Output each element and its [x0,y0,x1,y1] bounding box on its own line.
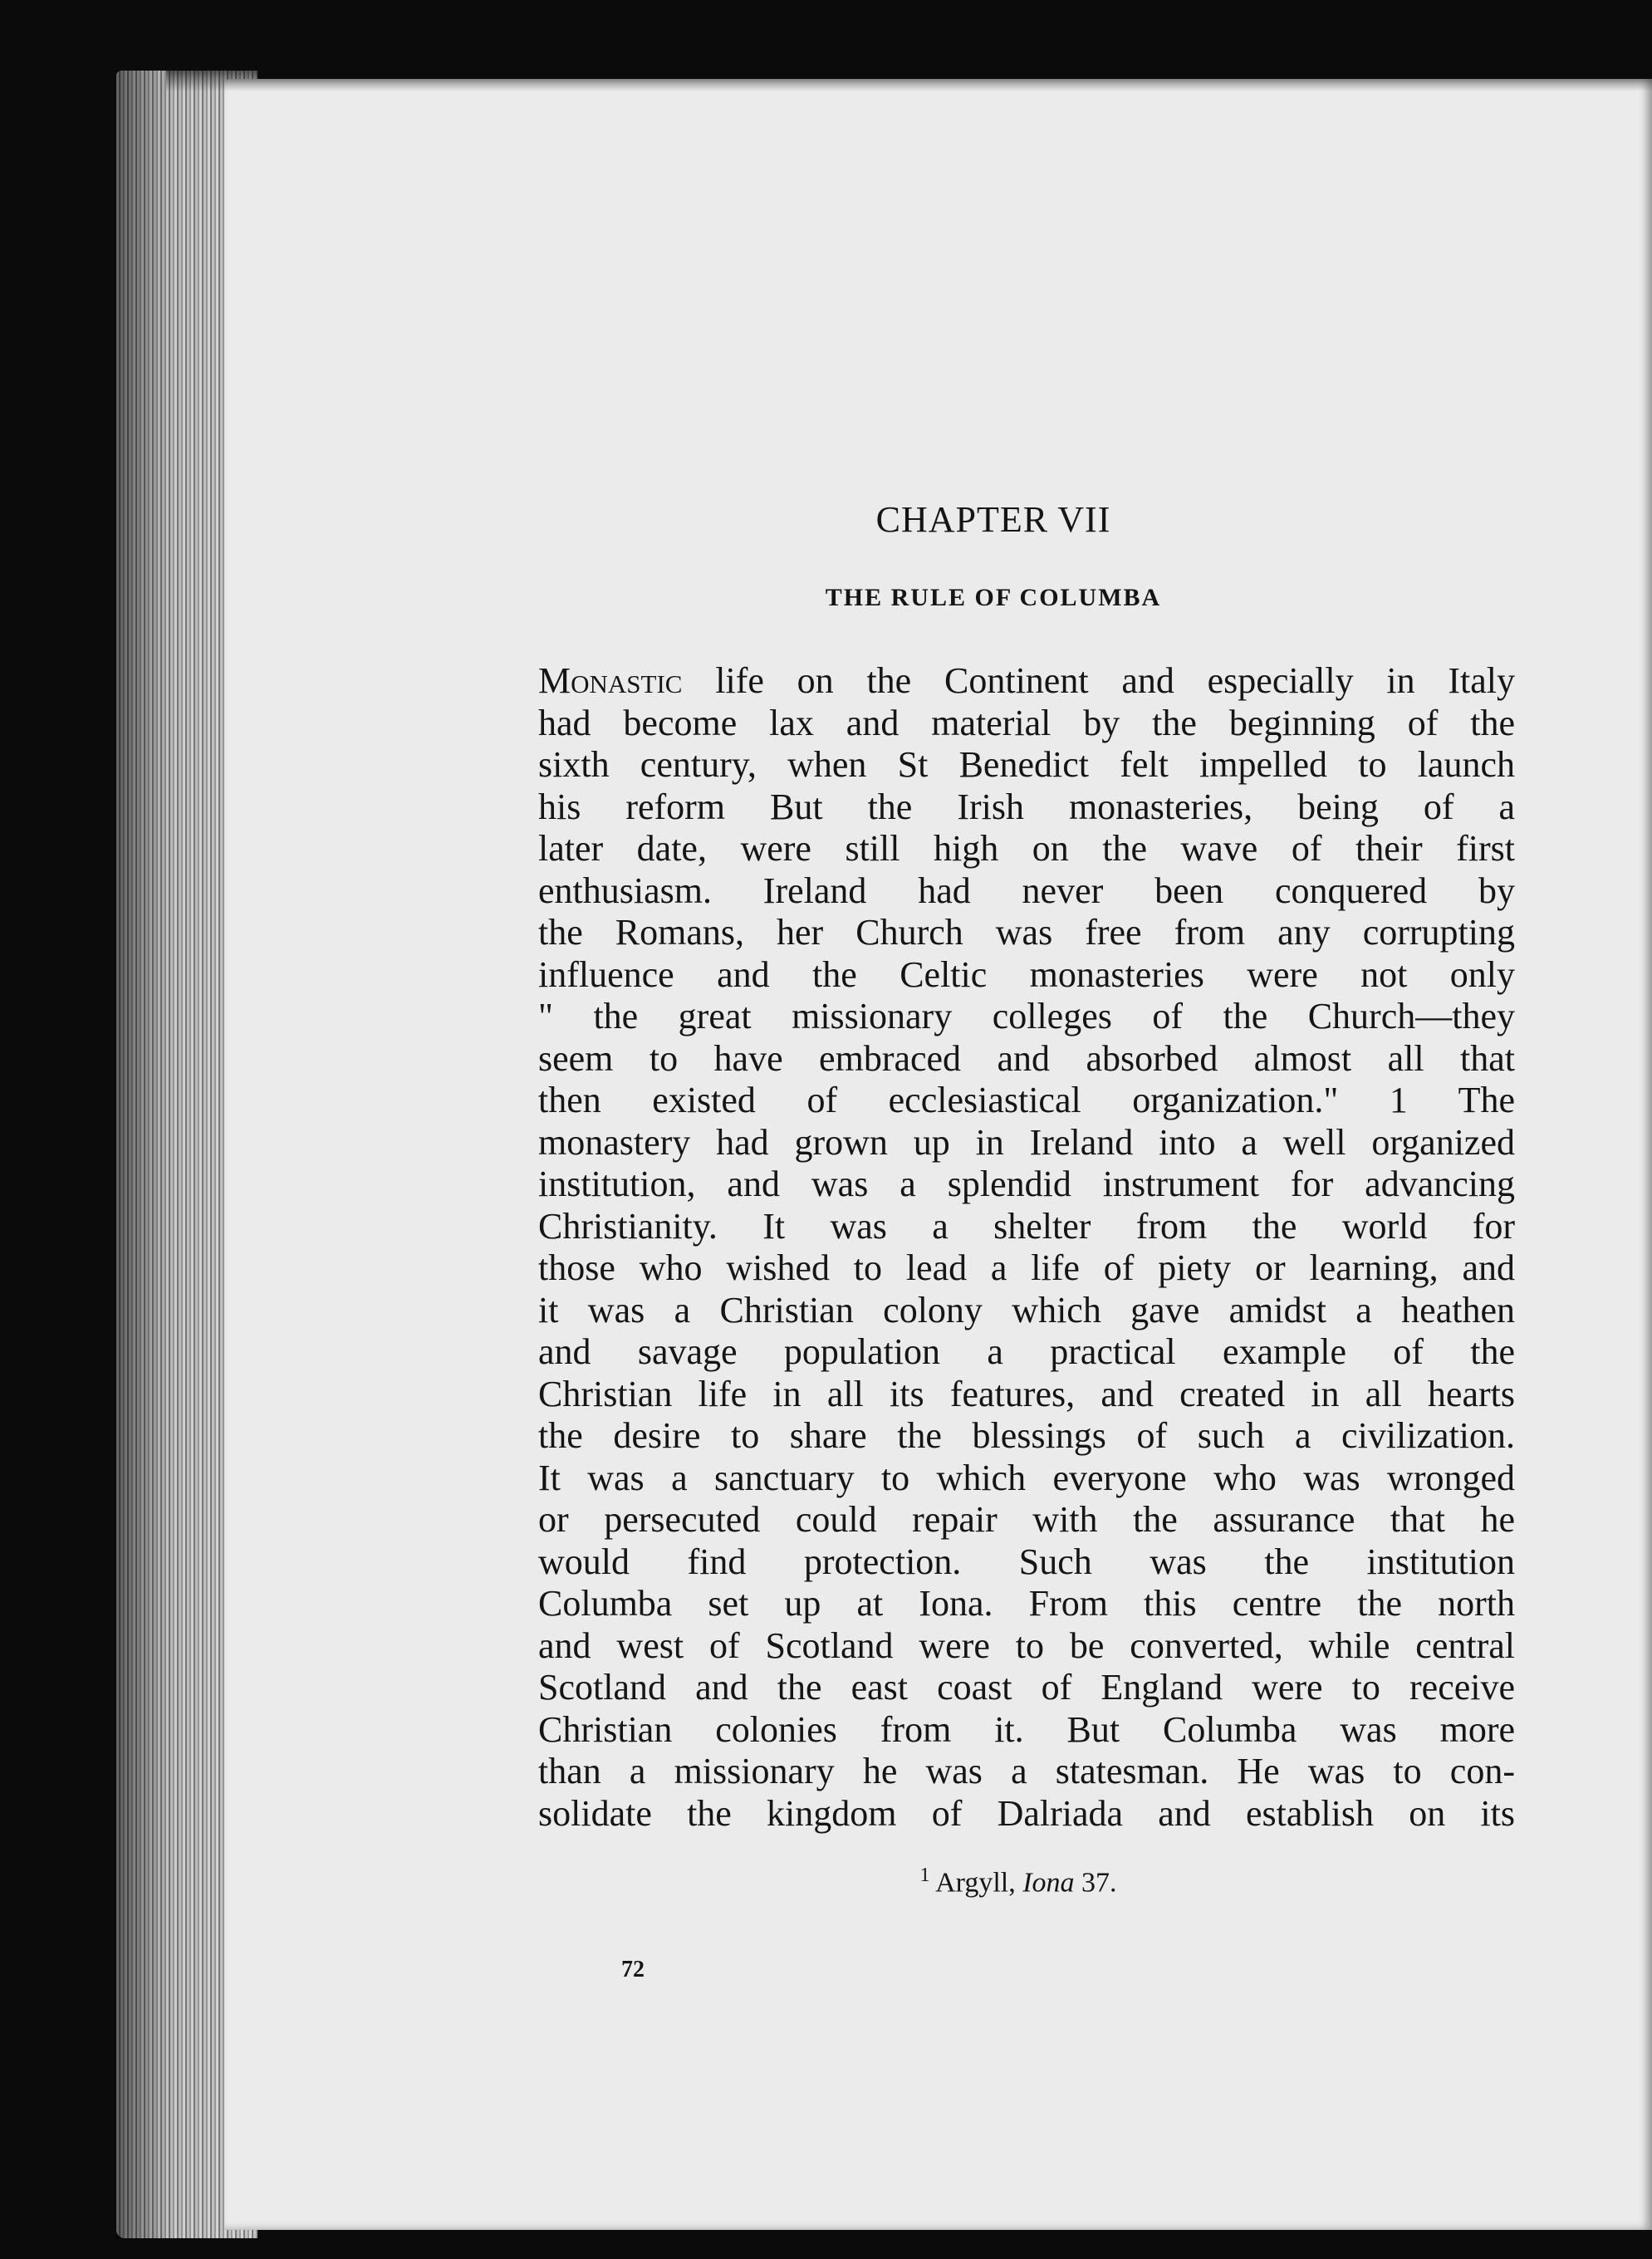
body-line: Christianity. It was a shelter from the world for [538,1205,1515,1247]
top-shadow [166,58,1652,91]
body-line: It was a sanctuary to which everyone who was wronged [538,1457,1515,1498]
opening-word: Monastic [538,660,683,701]
footnote-page: 37. [1074,1867,1117,1899]
body-line: Christian life in all its features, and created in all hearts [538,1373,1515,1414]
body-line: would find protection. Such was the institution [538,1541,1515,1582]
body-line: and savage population a practical example of the [538,1331,1515,1372]
footnote-marker: 1 [919,1865,930,1886]
chapter-subtitle: THE RULE OF COLUMBA [825,584,1162,611]
body-line: it was a Christian colony which gave amidst a heathen [538,1289,1515,1330]
body-line: his reform But the Irish monasteries, being of a [538,786,1515,827]
body-line: influence and the Celtic monasteries were not only [538,953,1515,995]
body-line: Christian colonies from it. But Columba was more [538,1708,1515,1750]
body-line: than a missionary he was a statesman. He was to con- [538,1751,1515,1791]
body-line: the Romans, her Church was free from any corrupting [538,912,1515,953]
body-line: Columba set up at Iona. From this centre the north [538,1583,1515,1624]
body-line: sixth century, when St Benedict felt impelled to launch [538,744,1515,785]
body-line: enthusiasm. Ireland had never been conquered by [538,870,1515,911]
page-number: 72 [621,1957,645,1982]
body-line: institution, and was a splendid instrument for advancing [538,1164,1515,1204]
footnote-author: Argyll, [935,1867,1023,1899]
text-column [538,498,1515,1899]
body-line: later date, were still high on the wave of their first [538,828,1515,869]
body-line: then existed of ecclesiastical organization." 1 The [538,1080,1515,1120]
body-line: monastery had grown up in Ireland into a well organized [538,1121,1515,1163]
body-line: " the great missionary colleges of the Church—they [538,996,1515,1036]
body-text [538,660,1515,1835]
footnote [530,1865,1507,1899]
body-line: and west of Scotland were to be converted, while central [538,1624,1515,1666]
body-line: seem to have embraced and absorbed almost all that [538,1037,1515,1079]
chapter-heading: CHAPTER VII [875,499,1111,540]
body-line: had become lax and material by the beginning of the [538,702,1515,743]
body-line: those who wished to lead a life of piety or learning, and [538,1247,1515,1288]
body-line: solidate the kingdom of Dalriada and establish on its [538,1792,1515,1834]
body-line: Scotland and the east coast of England were to receive [538,1667,1515,1708]
footnote-title: Iona [1022,1867,1075,1899]
body-line: the desire to share the blessings of such a civilization. [538,1415,1515,1456]
body-line: or persecuted could repair with the assurance that he [538,1499,1515,1540]
body-line: Monastic life on the Continent and especially in Italy [538,660,1515,701]
